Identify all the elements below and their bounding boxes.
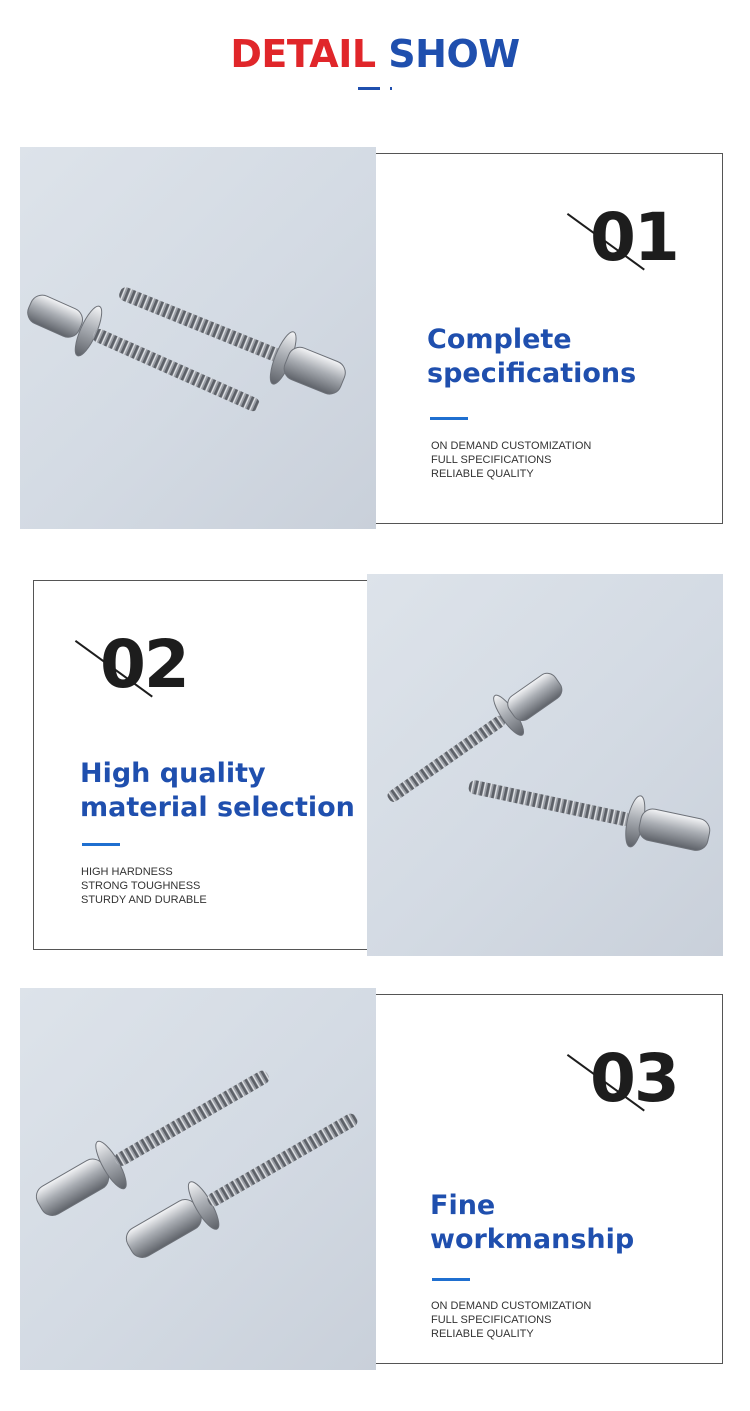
feature-list-item: ON DEMAND CUSTOMIZATION: [431, 1300, 592, 1312]
section-number-1: 01: [590, 199, 678, 276]
feature-list-item: STRONG TOUGHNESS: [81, 880, 201, 892]
heading-underline-dot: [390, 87, 392, 90]
feature-title-1-line2: specifications: [427, 358, 637, 389]
heading-word-detail: DETAIL: [230, 32, 376, 76]
feature-list-1: [431, 439, 591, 481]
rivets-image-1: [20, 147, 376, 529]
feature-list-item: HIGH HARDNESS: [81, 866, 173, 878]
feature-title-3-line2: workmanship: [430, 1224, 635, 1255]
feature-list-item: FULL SPECIFICATIONS: [431, 454, 552, 466]
feature-title-1: [427, 323, 636, 391]
rivets-image-2: [367, 574, 723, 956]
feature-list-item: RELIABLE QUALITY: [431, 1328, 534, 1340]
feature-title-3-line1: Fine: [430, 1190, 496, 1221]
rivet-photo-1: [20, 147, 376, 529]
feature-title-1-line1: Complete: [427, 324, 572, 355]
heading-underline: [358, 87, 380, 90]
feature-title-2: [80, 757, 355, 825]
accent-bar-1: [430, 417, 468, 420]
feature-title-2-line1: High quality: [80, 758, 266, 789]
heading-word-show: SHOW: [388, 32, 520, 76]
feature-title-3: [430, 1189, 634, 1257]
feature-list-item: RELIABLE QUALITY: [431, 468, 534, 480]
section-heading: [0, 32, 750, 76]
accent-bar-2: [82, 843, 120, 846]
section-number-2: 02: [100, 626, 188, 703]
feature-title-2-line2: material selection: [80, 792, 355, 823]
rivets-image-3: [20, 988, 376, 1370]
feature-list-item: STURDY AND DURABLE: [81, 894, 207, 906]
feature-list-item: FULL SPECIFICATIONS: [431, 1314, 552, 1326]
accent-bar-3: [432, 1278, 470, 1281]
rivet-photo-3: [20, 988, 376, 1370]
feature-list-2: [81, 865, 207, 907]
feature-list-item: ON DEMAND CUSTOMIZATION: [431, 440, 592, 452]
section-number-3: 03: [590, 1040, 678, 1117]
feature-list-3: [431, 1299, 591, 1341]
rivet-photo-2: [367, 574, 723, 956]
